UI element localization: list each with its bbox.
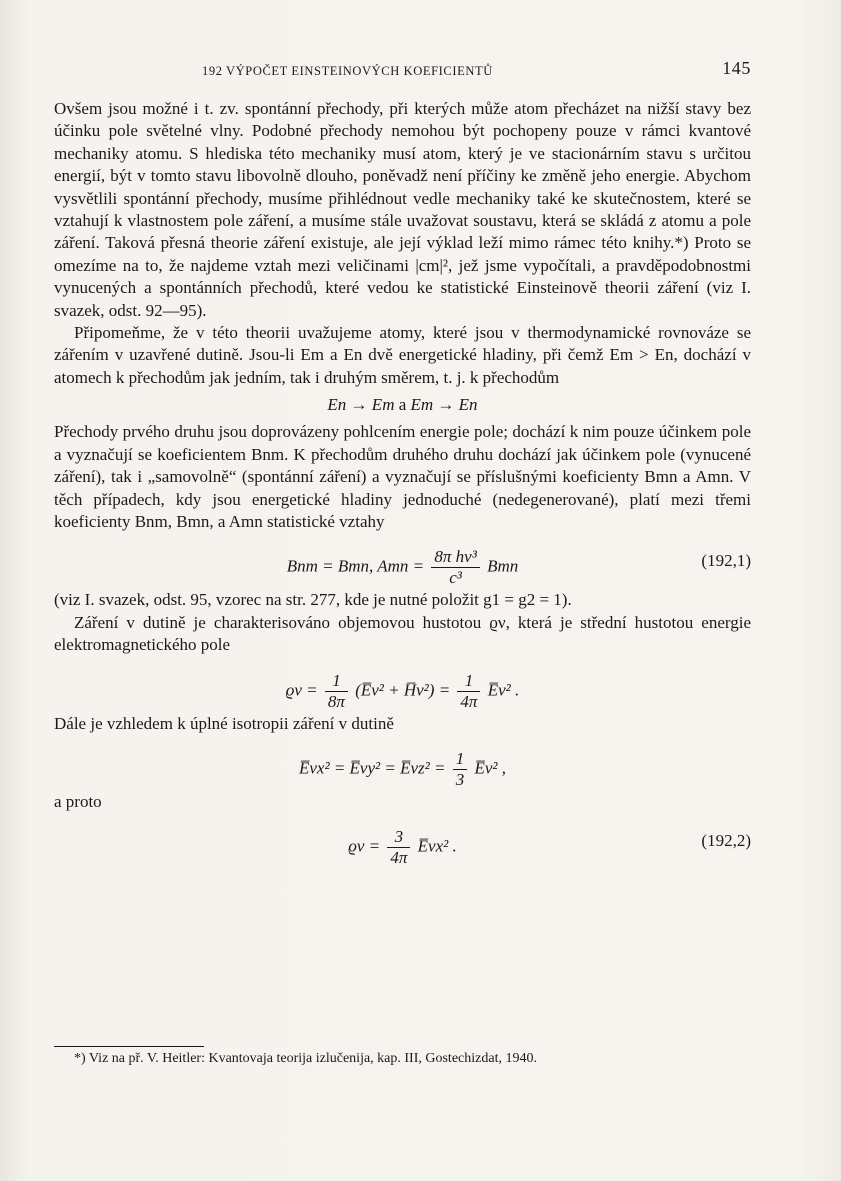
iso-fraction xyxy=(453,749,468,790)
footnote: *) Viz na př. V. Heitler: Kvantovaja teorija izlučenija, kap. III, Gostechizdat, 1940. xyxy=(74,1051,537,1066)
eq2-numerator: 3 xyxy=(387,827,410,848)
iso-right: E̅ν² , xyxy=(474,758,506,778)
paragraph-coefficients: Přechody prvého druhu jsou doprovázeny pohlcením energie pole; dochází k nim pouze účinkem pole a vyznačují se koeficientem Bnm. K přechodům druhého druhu dochází jak účinkem pole (vynucené záření), tak i „samovolně“ (spontánní záření) a vyznačují se příslušnými koeficienty Bmn a Amn. V těch případech, kdy jsou energetické hladiny jednoduché (nedegenerované), platí mezi třemi koeficienty Bnm, Bmn, a Amn statistické vztahy xyxy=(54,422,751,531)
eq2-denominator: 4π xyxy=(390,848,408,868)
iso-den: 3 xyxy=(455,769,465,789)
paragraph-spontaneous: Ovšem jsou možné i t. zv. spontánní přechody, při kterých může atom přecházet na nižší stavy bez účinku pole světelné vlny. Podobné přechody nemohou být pochopeny pouze v rámci kvantové mechaniky atomu. S hlediska této mechaniky musí atom, který je ve stacionárním stavu s určitou energií, být v tomto stavu libovolně dlouho, poněvadž není příčiny ke změně jeho energie. Abychom vysvětlili spontánní přechody, musíme přihlédnout vedle mechaniky také ke skutečnostem, které se vztahují k vlastnostem pole záření, a musíme stále uvažovat soustavu, která se skládá z atomu a pole záření. Taková přesná theorie záření existuje, ale její výklad leží mimo rámec této knihy.*) Proto se omezíme na to, že najdeme vztah mezi veličinami |cm|², jež jsme vypočítali, a pravděpodobnostmi vynucených a spontánních přechodů, které vedou ke statistické Einsteinově theorii záření (viz I. svazek, odst. 92—95). xyxy=(54,99,751,320)
transition-and: a xyxy=(398,395,407,415)
eq1-right: Bmn xyxy=(487,556,519,576)
rho-fraction-1 xyxy=(325,671,348,712)
rho-den-2: 4π xyxy=(460,691,478,711)
iso-num: 1 xyxy=(453,749,468,770)
running-header xyxy=(54,60,751,84)
eq1-fraction xyxy=(431,547,479,588)
page-body xyxy=(54,98,751,869)
eq1-left: Bnm = Bmn, Amn = xyxy=(286,556,425,576)
rho-mid: (E̅ν² + H̅ν²) = xyxy=(355,679,451,699)
transition-up: En → Em xyxy=(327,395,395,415)
rho-right: E̅ν² . xyxy=(487,679,520,699)
equation-192-2 xyxy=(54,813,751,869)
paragraph-density: Záření v dutině je charakterisováno objemovou hustotou ϱν, která je střední hustotou energie elektromagnetického pole xyxy=(54,612,751,655)
rho-num-1: 1 xyxy=(325,671,348,692)
section-title: 192 VÝPOČET EINSTEINOVÝCH KOEFICIENTŮ xyxy=(202,64,493,78)
paragraph-thermodynamic: Připomeňme, že v této theorii uvažujeme atomy, které jsou v thermodynamické rovnováze se zářením v uzavřené dutině. Jsou-li Em a En dvě energetické hladiny, při čemž Em > En, dochází v atomech k přechodům jak jedním, tak i druhým směrem, t. j. k přechodům xyxy=(54,323,751,387)
eq1-number: (192,1) xyxy=(701,551,751,571)
footnote-rule xyxy=(54,1046,204,1047)
rho-den-1: 8π xyxy=(327,691,345,711)
transition-down: Em → En xyxy=(410,395,478,415)
equation-transitions xyxy=(54,389,751,421)
eq1-numerator: 8π hν³ xyxy=(431,547,479,568)
equation-rho xyxy=(54,657,751,713)
equation-isotropy xyxy=(54,735,751,791)
rho-left: ϱν = xyxy=(285,679,318,699)
eq2-left: ϱν = xyxy=(348,836,381,856)
eq2-number: (192,2) xyxy=(701,831,751,851)
eq2-fraction xyxy=(387,827,410,868)
eq1-denominator: c³ xyxy=(449,568,462,588)
iso-left: E̅νx² = E̅νy² = E̅νz² = xyxy=(299,758,446,778)
rho-num-2: 1 xyxy=(457,671,480,692)
rho-fraction-2 xyxy=(457,671,480,712)
page-number: 145 xyxy=(722,58,751,78)
paragraph-reference: (viz I. svazek, odst. 95, vzorec na str. 277, kde je nutné položit g1 = g2 = 1). xyxy=(54,590,572,610)
equation-192-1 xyxy=(54,533,751,589)
paragraph-therefore: a proto xyxy=(54,791,102,811)
eq2-right: E̅νx² . xyxy=(417,836,457,856)
paragraph-isotropy: Dále je vzhledem k úplné isotropii záření v dutině xyxy=(54,713,394,733)
